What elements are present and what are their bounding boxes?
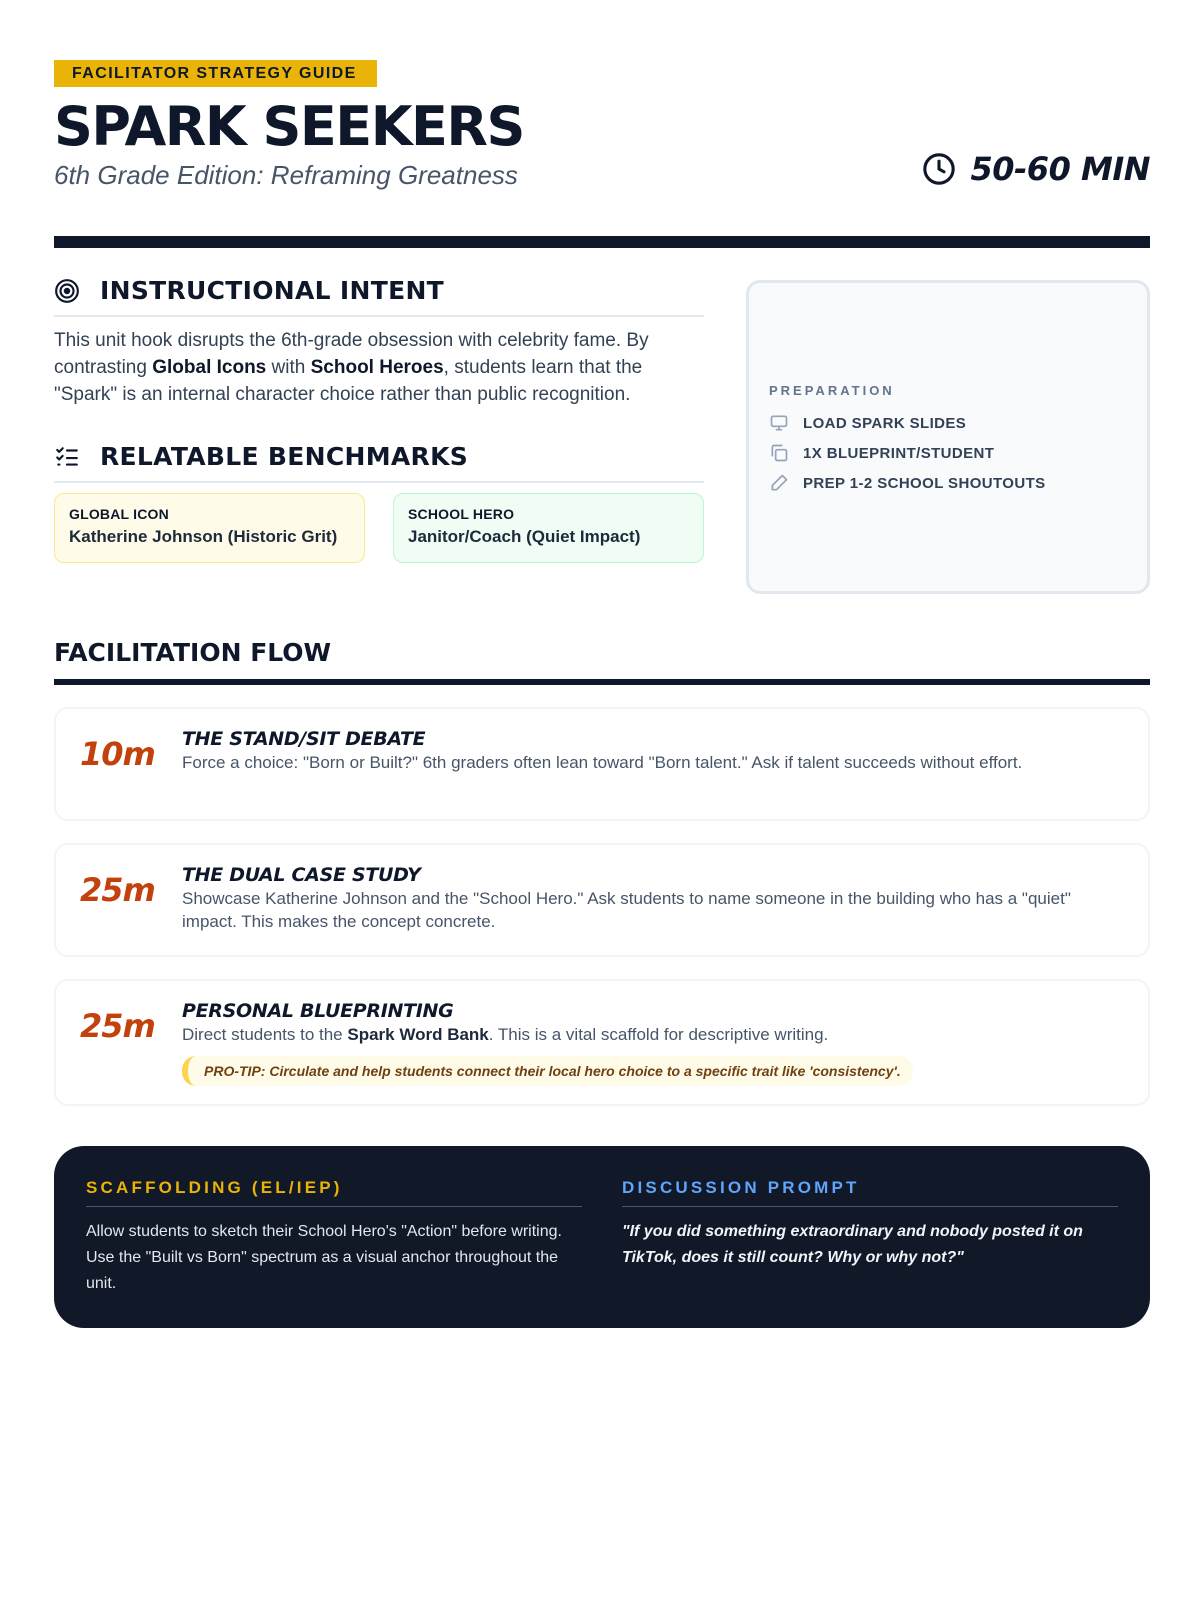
step-desc-text: . This is a vital scaffold for descriptive writing.	[488, 1025, 829, 1044]
flow-step	[54, 843, 1150, 957]
step-desc-text: Direct students to the	[182, 1025, 348, 1044]
intent-column	[54, 276, 704, 594]
flow-heading: FACILITATION FLOW	[54, 638, 332, 667]
step-title: THE STAND/SIT DEBATE	[182, 728, 426, 750]
step-title: THE DUAL CASE STUDY	[182, 864, 421, 886]
preparation-title: PREPARATION	[769, 383, 895, 398]
benchmark-value: Janitor/Coach (Quiet Impact)	[408, 527, 641, 546]
prep-item-text: PREP 1-2 SCHOOL SHOUTOUTS	[803, 474, 1046, 492]
top-section	[54, 276, 1150, 594]
page-subtitle: 6th Grade Edition: Reframing Greatness	[54, 160, 518, 190]
discussion-prompt-text: "If you did something extraordinary and nobody posted it on TikTok, does it still count? Why or why not?"	[622, 1223, 1083, 1266]
benchmark-card-school-hero	[393, 493, 704, 563]
step-body	[182, 863, 1124, 937]
intent-text-3: , students learn that the "Spark" is an internal character choice rather than public recognition.	[54, 357, 643, 405]
scaffolding-heading: SCAFFOLDING (EL/IEP)	[86, 1178, 582, 1207]
step-desc-bold: Spark Word Bank	[347, 1025, 489, 1044]
strategy-guide-page	[54, 60, 1150, 1328]
checklist-icon	[54, 444, 80, 470]
step-body	[182, 999, 1124, 1086]
discussion-heading: DISCUSSION PROMPT	[622, 1178, 1118, 1207]
benchmark-row	[54, 493, 704, 563]
benchmark-card-global-icon	[54, 493, 365, 563]
step-description: Showcase Katherine Johnson and the "School Hero." Ask students to name someone in the building who has a "quiet" impact. This makes the concept concrete.	[182, 889, 1071, 931]
flow-step	[54, 707, 1150, 821]
copy-icon	[769, 443, 789, 463]
intent-text-1: This unit hook disrupts the 6th-grade obsession with celebrity fame. By contrasting	[54, 330, 649, 378]
benchmarks-heading	[54, 442, 704, 483]
prep-item	[769, 468, 1127, 498]
prep-item	[769, 408, 1127, 438]
duration-text: 50-60 MIN	[970, 150, 1150, 188]
step-time: 10m	[80, 735, 155, 773]
intent-paragraph	[54, 327, 704, 408]
monitor-icon	[769, 413, 789, 433]
pro-tip-callout: PRO-TIP: Circulate and help students connect their local hero choice to a specific trait like 'consistency'.	[182, 1056, 913, 1086]
benchmark-value: Katherine Johnson (Historic Grit)	[69, 527, 338, 546]
benchmarks-heading-text: RELATABLE BENCHMARKS	[100, 442, 469, 471]
intent-heading-text: INSTRUCTIONAL INTENT	[100, 276, 445, 305]
preparation-card	[746, 280, 1150, 594]
step-time: 25m	[80, 1007, 155, 1045]
header-divider	[54, 236, 1150, 248]
footer-panel	[54, 1146, 1150, 1328]
kicker-label: FACILITATOR STRATEGY GUIDE	[54, 60, 377, 87]
clock-icon	[922, 152, 956, 186]
flow-divider	[54, 679, 1150, 685]
prep-item-text: 1X BLUEPRINT/STUDENT	[803, 444, 995, 462]
prep-item	[769, 438, 1127, 468]
target-icon	[54, 278, 80, 304]
scaffolding-column	[86, 1178, 582, 1328]
step-time: 25m	[80, 871, 155, 909]
intent-text-2: with	[266, 357, 311, 378]
intent-bold-global-icons: Global Icons	[152, 357, 267, 378]
discussion-column	[622, 1178, 1118, 1328]
step-description	[182, 1023, 1124, 1046]
step-description: Force a choice: "Born or Built?" 6th graders often lean toward "Born talent." Ask if talent succeeds without effort.	[182, 753, 1023, 772]
header	[54, 60, 1150, 236]
benchmark-label: GLOBAL ICON	[69, 506, 169, 522]
duration-badge	[922, 150, 1150, 188]
step-title: PERSONAL BLUEPRINTING	[182, 1000, 454, 1022]
prep-item-text: LOAD SPARK SLIDES	[803, 414, 967, 432]
intent-heading	[54, 276, 704, 317]
benchmark-label: SCHOOL HERO	[408, 506, 515, 522]
pencil-icon	[769, 473, 789, 493]
flow-step	[54, 979, 1150, 1106]
page-title: SPARK SEEKERS	[54, 95, 524, 158]
step-body	[182, 727, 1124, 801]
intent-bold-school-heroes: School Heroes	[310, 357, 444, 378]
scaffolding-text: Allow students to sketch their School Hero's "Action" before writing. Use the "Built vs Born" spectrum as a visual anchor throughout the unit.	[86, 1223, 562, 1292]
